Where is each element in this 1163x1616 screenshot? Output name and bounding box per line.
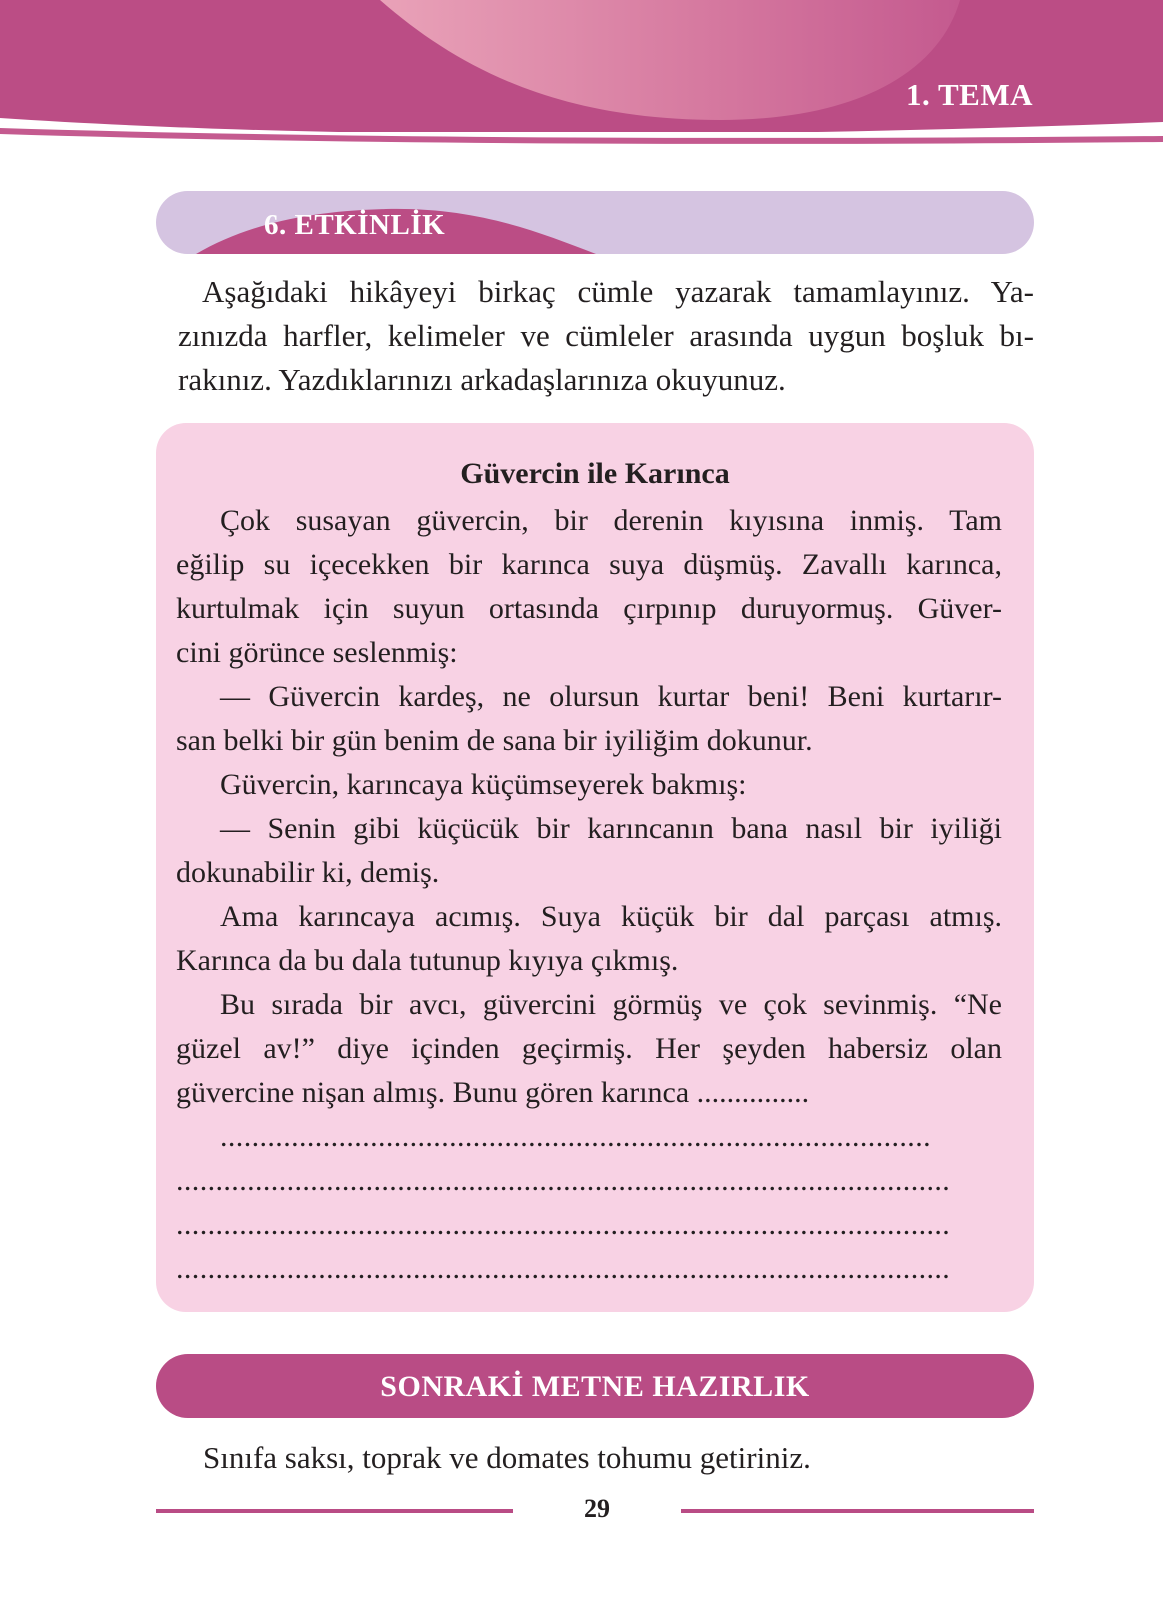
story-line: eğilip su içecekken bir karınca suya düşmüş. Zavallı karınca,: [176, 548, 1002, 581]
story-line: cini görünce seslenmiş:: [176, 636, 458, 669]
story-line: kurtulmak için suyun ortasında çırpınıp duruyormuş. Güver-: [176, 592, 1002, 625]
next-prep-text: Sınıfa saksı, toprak ve domates tohumu getiriniz.: [203, 1440, 811, 1475]
footer-divider-right: [681, 1509, 1034, 1513]
story-line: san belki bir gün benim de sana bir iyiliğim dokunur.: [176, 724, 813, 757]
story-line: Karınca da bu dala tutunup kıyıya çıkmış.: [176, 944, 679, 977]
story-body: [176, 499, 1002, 1291]
story-title: Güvercin ile Karınca: [460, 457, 730, 490]
activity-title: 6. ETKİNLİK: [264, 209, 446, 241]
blank-answer-line[interactable]: ..................................................................................................: [176, 1252, 951, 1285]
blank-answer-line[interactable]: ..................................................................................................: [176, 1208, 951, 1241]
activity-heading: [156, 191, 1034, 254]
story-line: Güvercin, karıncaya küçümseyerek bakmış:: [220, 768, 747, 801]
activity-instructions: [178, 270, 1034, 402]
story-line: Bu sırada bir avcı, güvercini görmüş ve çok sevinmiş. “Ne: [220, 988, 1002, 1021]
next-prep-heading: [156, 1354, 1034, 1418]
theme-label: 1. TEMA: [906, 77, 1033, 112]
story-box: [156, 423, 1034, 1312]
instruction-line: zınızda harfler, kelimeler ve cümleler arasında uygun boşluk bı-: [178, 318, 1034, 353]
story-line: Ama karıncaya acımış. Suya küçük bir dal parçası atmış.: [220, 900, 1002, 933]
story-line: dokunabilir ki, demiş.: [176, 856, 440, 889]
page-number: 29: [584, 1494, 610, 1523]
story-line: Çok susayan güvercin, bir derenin kıyısına inmiş. Tam: [220, 504, 1002, 537]
header-banner: [0, 0, 1163, 150]
story-line: — Güvercin kardeş, ne olursun kurtar beni! Beni kurtarır-: [220, 680, 1002, 713]
story-line: — Senin gibi küçücük bir karıncanın bana nasıl bir iyiliği: [220, 812, 1002, 845]
story-line: güzel av!” diye içinden geçirmiş. Her şeyden habersiz olan: [176, 1032, 1002, 1065]
blank-answer-line[interactable]: ..................................................................................................: [176, 1164, 951, 1197]
story-line: güvercine nişan almış. Bunu gören karınca ...............: [176, 1076, 810, 1109]
instruction-line: Aşağıdaki hikâyeyi birkaç cümle yazarak tamamlayınız. Ya-: [202, 274, 1034, 309]
next-prep-title: SONRAKİ METNE HAZIRLIK: [380, 1370, 810, 1403]
header-wave-graphic: [0, 0, 1163, 150]
blank-answer-line[interactable]: ..........................................................................................: [220, 1120, 931, 1153]
instruction-line: rakınız. Yazdıklarınızı arkadaşlarınıza okuyunuz.: [178, 362, 786, 397]
footer-divider-left: [156, 1509, 513, 1513]
